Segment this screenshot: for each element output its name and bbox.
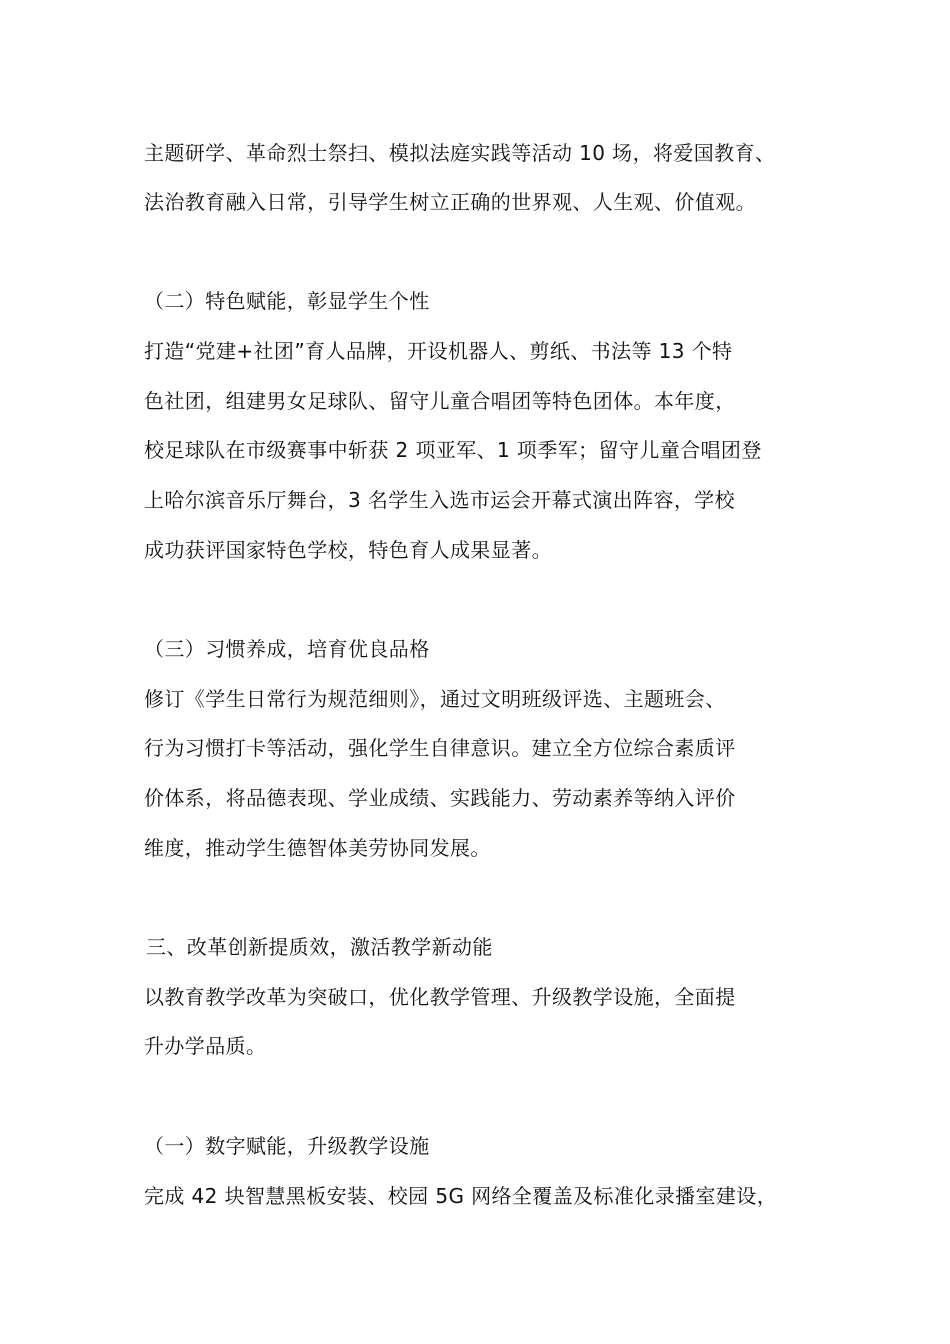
paragraph-line: 校足球队在市级赛事中斩获 2 项亚军、1 项季军；留守儿童合唱团登 bbox=[144, 438, 762, 462]
section-heading: （一）数字赋能，升级教学设施 bbox=[144, 1134, 430, 1158]
paragraph-line: 行为习惯打卡等活动，强化学生自律意识。建立全方位综合素质评 bbox=[144, 736, 736, 760]
section-heading: （三）习惯养成，培育优良品格 bbox=[144, 637, 430, 661]
paragraph-line: 法治教育融入日常，引导学生树立正确的世界观、人生观、价值观。 bbox=[144, 190, 756, 214]
paragraph-line: 成功获评国家特色学校，特色育人成果显著。 bbox=[144, 538, 552, 562]
paragraph-line: 打造“党建+社团”育人品牌，开设机器人、剪纸、书法等 13 个特 bbox=[144, 339, 733, 363]
paragraph-line: 主题研学、革命烈士祭扫、模拟法庭实践等活动 10 场，将爱国教育、 bbox=[144, 141, 776, 165]
paragraph-line: 完成 42 块智慧黑板安装、校园 5G 网络全覆盖及标准化录播室建设， bbox=[144, 1184, 778, 1208]
paragraph-line: 修订《学生日常行为规范细则》，通过文明班级评选、主题班会、 bbox=[144, 687, 726, 711]
chapter-heading: 三、改革创新提质效，激活教学新动能 bbox=[146, 935, 493, 959]
paragraph-line: 价体系，将品德表现、学业成绩、实践能力、劳动素养等纳入评价 bbox=[144, 786, 736, 810]
paragraph-line: 上哈尔滨音乐厅舞台，3 名学生入选市运会开幕式演出阵容，学校 bbox=[144, 488, 736, 512]
paragraph-line: 维度，推动学生德智体美劳协同发展。 bbox=[144, 836, 491, 860]
paragraph-line: 升办学品质。 bbox=[144, 1034, 267, 1058]
paragraph-line: 色社团，组建男女足球队、留守儿童合唱团等特色团体。本年度， bbox=[144, 389, 736, 413]
section-heading: （二）特色赋能，彰显学生个性 bbox=[144, 289, 430, 313]
paragraph-line: 以教育教学改革为突破口，优化教学管理、升级教学设施，全面提 bbox=[144, 985, 736, 1009]
